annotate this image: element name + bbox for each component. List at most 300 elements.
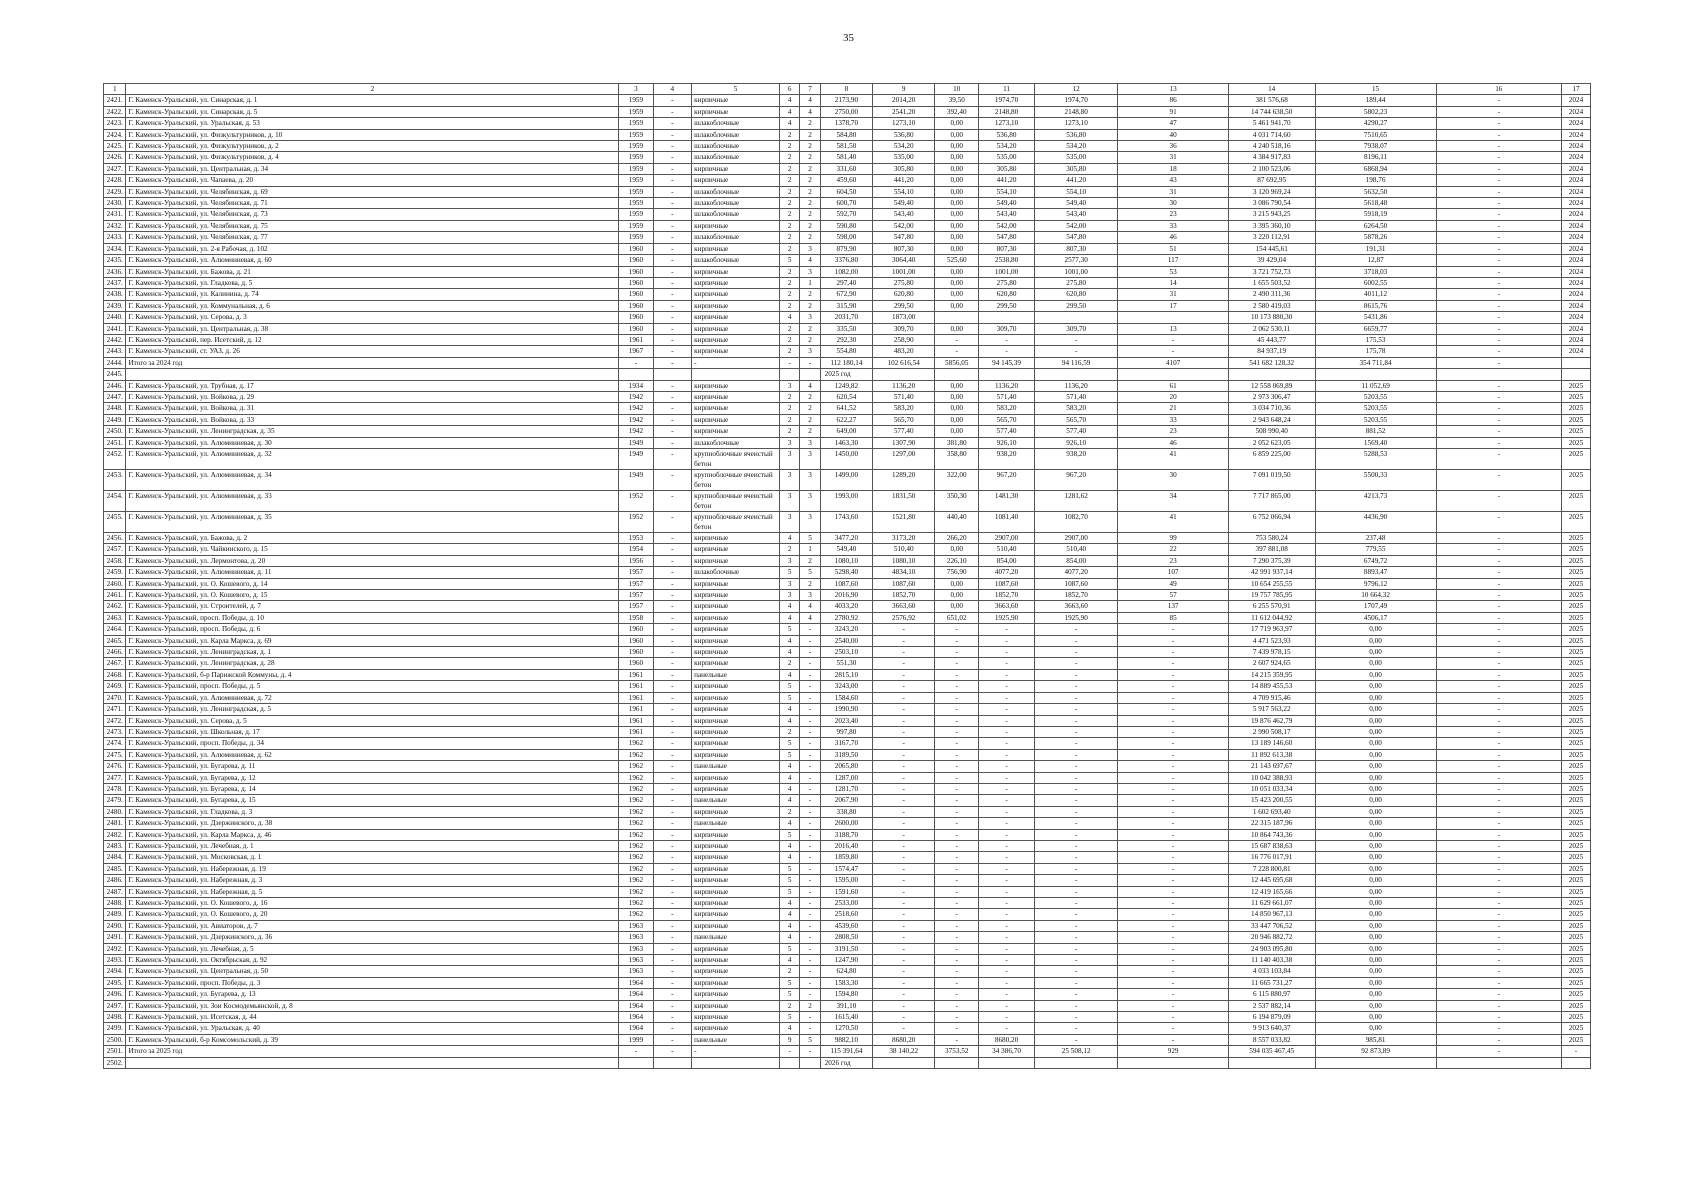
housing-repair-table [103, 83, 1591, 1069]
table-cell: 1962 [619, 840, 653, 851]
table-cell: 1960 [619, 277, 653, 288]
table-cell: 2024 [1561, 334, 1590, 345]
table-cell: кирпичные [692, 380, 780, 391]
table-cell: - [653, 555, 692, 566]
table-cell: - [1034, 635, 1118, 646]
table-cell: Г. Каменск-Уральский, ул. О. Кошевого, д. 20 [126, 909, 619, 920]
table-cell: - [653, 806, 692, 817]
table-cell: кирпичные [692, 898, 780, 909]
table-cell: 2458. [104, 555, 126, 566]
table-cell: 1136,20 [1034, 380, 1118, 391]
table-cell: кирпичные [692, 806, 780, 817]
table-cell: 8680,20 [873, 1034, 935, 1045]
table-cell: - [1436, 129, 1561, 140]
table-cell: 2459. [104, 567, 126, 578]
table-cell: 4 [779, 761, 799, 772]
table-cell: 358,80 [935, 449, 979, 470]
table-cell: 581,40 [820, 152, 872, 163]
table-cell: 2025 [1561, 512, 1590, 533]
table-row [104, 255, 1591, 266]
table-cell [692, 1057, 780, 1068]
table-cell: - [873, 989, 935, 1000]
table-cell: кирпичные [692, 943, 780, 954]
table-cell: - [653, 601, 692, 612]
table-cell: 1001,00 [979, 266, 1035, 277]
table-cell: Г. Каменск-Уральский, ул. О. Кошевого, д. 14 [126, 578, 619, 589]
table-cell: Г. Каменск-Уральский, ул. 2-я Рабочая, д. 102 [126, 243, 619, 254]
table-cell: 22 [1118, 544, 1228, 555]
table-cell: 5 [779, 738, 799, 749]
table-cell: - [1034, 989, 1118, 1000]
table-cell: - [1034, 955, 1118, 966]
table-cell: 5 [800, 567, 820, 578]
table-row [104, 567, 1591, 578]
table-cell: 7510,65 [1315, 129, 1436, 140]
table-cell: 237,48 [1315, 533, 1436, 544]
table-cell: 929 [1118, 1046, 1228, 1057]
table-cell: 309,70 [873, 323, 935, 334]
table-cell: 22 315 187,96 [1228, 818, 1315, 829]
table-cell: - [1034, 715, 1118, 726]
table-cell: - [935, 898, 979, 909]
table-cell: - [873, 852, 935, 863]
table-cell: 1743,60 [820, 512, 872, 533]
table-cell: 275,80 [873, 277, 935, 288]
table-cell: 1960 [619, 289, 653, 300]
table-cell: - [979, 1023, 1035, 1034]
table-cell: 1964 [619, 1000, 653, 1011]
table-cell: 571,40 [873, 391, 935, 402]
table-cell: 107 [1118, 567, 1228, 578]
table-cell: - [873, 795, 935, 806]
table-cell: кирпичные [692, 829, 780, 840]
table-cell: - [935, 852, 979, 863]
table-cell: 4 240 518,16 [1228, 141, 1315, 152]
table-cell: 1281,62 [1034, 491, 1118, 512]
table-cell: - [653, 243, 692, 254]
table-cell: 137 [1118, 601, 1228, 612]
table-cell: - [1436, 277, 1561, 288]
table-cell: кирпичные [692, 658, 780, 669]
table-cell: 2 [779, 141, 799, 152]
table-cell: 5 917 563,22 [1228, 704, 1315, 715]
table-cell: - [1034, 966, 1118, 977]
table-cell: - [1436, 470, 1561, 491]
table-cell: 2025 [1561, 1000, 1590, 1011]
table-cell: 258,90 [873, 334, 935, 345]
table-cell: Г. Каменск-Уральский, ул. Алюминиевая, д. 35 [126, 512, 619, 533]
table-cell [1436, 369, 1561, 380]
table-cell: 879,90 [820, 243, 872, 254]
table-cell: 440,40 [935, 512, 979, 533]
table-cell: 2025 [1561, 470, 1590, 491]
table-cell: 2025 [1561, 658, 1590, 669]
table-cell: 4 [800, 95, 820, 106]
table-cell: 5298,40 [820, 567, 872, 578]
table-cell: 5 [779, 681, 799, 692]
table-row [104, 612, 1591, 623]
table-row [104, 163, 1591, 174]
table-cell: 17 [1118, 300, 1228, 311]
table-cell: - [1118, 624, 1228, 635]
table-cell: - [653, 863, 692, 874]
table-cell: 3718,03 [1315, 266, 1436, 277]
table-cell: 4 [779, 612, 799, 623]
table-cell: - [1436, 647, 1561, 658]
table-cell: - [1034, 692, 1118, 703]
table-cell: 1963 [619, 943, 653, 954]
table-cell: - [979, 875, 1035, 886]
table-cell: - [935, 1023, 979, 1034]
table-cell: 4 [779, 1023, 799, 1034]
table-cell: - [1436, 255, 1561, 266]
table-cell: кирпичные [692, 624, 780, 635]
table-cell: - [873, 738, 935, 749]
table-cell: - [1436, 289, 1561, 300]
table-cell: - [653, 470, 692, 491]
table-cell: 10 664,32 [1315, 590, 1436, 601]
table-cell: 4077,20 [1034, 567, 1118, 578]
table-cell: 0,00 [1315, 783, 1436, 794]
table-cell: 23 [1118, 555, 1228, 566]
table-cell: 2 [779, 152, 799, 163]
table-row [104, 323, 1591, 334]
table-cell: 0,00 [1315, 852, 1436, 863]
table-cell: - [935, 738, 979, 749]
table-cell [1561, 357, 1590, 368]
table-row [104, 491, 1591, 512]
table-cell: 4 [779, 920, 799, 931]
table-cell: 4 [779, 932, 799, 943]
table-cell: 4 [800, 106, 820, 117]
table-cell: 57 [1118, 590, 1228, 601]
table-cell: панельные [692, 932, 780, 943]
table-cell: 2 [779, 289, 799, 300]
table-cell: 2480. [104, 806, 126, 817]
table-cell: - [935, 989, 979, 1000]
column-number: 11 [979, 84, 1035, 95]
table-cell: - [653, 544, 692, 555]
table-cell: - [800, 692, 820, 703]
table-cell: кирпичные [692, 601, 780, 612]
table-row [104, 1057, 1591, 1068]
table-cell: 5802,23 [1315, 106, 1436, 117]
table-cell: 2024 [1561, 198, 1590, 209]
table-cell: кирпичные [692, 312, 780, 323]
table-cell: 1962 [619, 795, 653, 806]
table-cell: 0,00 [1315, 1023, 1436, 1034]
table-row [104, 1000, 1591, 1011]
table-row [104, 624, 1591, 635]
table-cell: 2435. [104, 255, 126, 266]
table-cell: 12 558 069,89 [1228, 380, 1315, 391]
table-cell: - [979, 943, 1035, 954]
table-cell: 99 [1118, 533, 1228, 544]
table-cell: 807,30 [979, 243, 1035, 254]
table-cell: 2577,30 [1034, 255, 1118, 266]
page-number: 35 [843, 32, 854, 44]
table-cell: кирпичные [692, 875, 780, 886]
table-cell: Г. Каменск-Уральский, ул. Центральная, д. 38 [126, 323, 619, 334]
table-cell: 0,00 [935, 266, 979, 277]
table-cell: панельные [692, 818, 780, 829]
table-cell: Г. Каменск-Уральский, ул. Алюминиевая, д. 60 [126, 255, 619, 266]
table-cell [1561, 1057, 1590, 1068]
table-cell: 8615,76 [1315, 300, 1436, 311]
table-cell: - [1118, 647, 1228, 658]
table-cell: - [1436, 898, 1561, 909]
table-cell: 3753,52 [935, 1046, 979, 1057]
table-cell: кирпичные [692, 692, 780, 703]
table-cell: - [1118, 334, 1228, 345]
table-cell: 43 [1118, 175, 1228, 186]
table-cell: - [653, 380, 692, 391]
table-cell: 2497. [104, 1000, 126, 1011]
table-cell: - [979, 829, 1035, 840]
table-cell: 1001,00 [873, 266, 935, 277]
table-cell [619, 369, 653, 380]
table-row [104, 875, 1591, 886]
table-cell: - [873, 966, 935, 977]
table-cell: 94 116,59 [1034, 357, 1118, 368]
table-cell: - [935, 761, 979, 772]
table-cell: - [653, 312, 692, 323]
table-cell: 11 052,69 [1315, 380, 1436, 391]
table-cell: - [979, 1000, 1035, 1011]
table-cell: - [1436, 840, 1561, 851]
table-cell: - [1436, 977, 1561, 988]
table-cell: Г. Каменск-Уральский, просп. Победы, д. 3 [126, 977, 619, 988]
table-row [104, 391, 1591, 402]
table-row [104, 898, 1591, 909]
table-cell: - [800, 818, 820, 829]
table-cell: - [935, 977, 979, 988]
table-cell: кирпичные [692, 738, 780, 749]
table-cell: - [1436, 601, 1561, 612]
table-cell: - [1118, 966, 1228, 977]
table-cell: 2476. [104, 761, 126, 772]
table-cell: шлакоблочные [692, 198, 780, 209]
table-cell: 1949 [619, 470, 653, 491]
table-cell: 0,00 [935, 277, 979, 288]
table-cell: - [979, 852, 1035, 863]
table-cell: - [935, 647, 979, 658]
table-cell: - [1034, 726, 1118, 737]
table-cell: 2443. [104, 346, 126, 357]
table-cell: 2498. [104, 1012, 126, 1023]
table-cell: 7 228 800,81 [1228, 863, 1315, 874]
table-cell: 0,00 [1315, 875, 1436, 886]
table-cell: кирпичные [692, 533, 780, 544]
table-cell: 13 189 146,60 [1228, 738, 1315, 749]
table-cell: 2495. [104, 977, 126, 988]
table-cell: 2502. [104, 1057, 126, 1068]
column-number: 9 [873, 84, 935, 95]
table-cell: - [935, 818, 979, 829]
table-cell: 381,80 [935, 437, 979, 448]
table-cell: 0,00 [935, 323, 979, 334]
table-cell: 2024 [1561, 300, 1590, 311]
table-cell: 6749,72 [1315, 555, 1436, 566]
table-cell: 3376,80 [820, 255, 872, 266]
table-cell: 5 [779, 829, 799, 840]
table-row [104, 795, 1591, 806]
table-cell: 1964 [619, 989, 653, 1000]
table-cell: Г. Каменск-Уральский, ул. Алюминиевая, д. 62 [126, 749, 619, 760]
table-cell: - [653, 624, 692, 635]
table-cell: 2025 [1561, 909, 1590, 920]
table-cell: - [1034, 334, 1118, 345]
table-cell: 2 [779, 806, 799, 817]
table-row [104, 414, 1591, 425]
table-cell: 2428. [104, 175, 126, 186]
table-cell: 33 [1118, 220, 1228, 231]
table-cell: 0,00 [935, 209, 979, 220]
table-cell: - [1436, 989, 1561, 1000]
table-cell: Г. Каменск-Уральский, просп. Победы, д. 5 [126, 681, 619, 692]
table-cell: - [935, 704, 979, 715]
table-cell: кирпичные [692, 749, 780, 760]
table-cell: 2025 [1561, 624, 1590, 635]
table-row [104, 806, 1591, 817]
table-cell: 2491. [104, 932, 126, 943]
table-cell: - [653, 1023, 692, 1034]
table-cell: 4539,60 [820, 920, 872, 931]
table-cell: - [1436, 357, 1561, 368]
table-cell: - [1034, 886, 1118, 897]
table-cell: - [653, 977, 692, 988]
table-cell: - [800, 875, 820, 886]
table-cell: 5500,33 [1315, 470, 1436, 491]
table-cell: 0,00 [1315, 749, 1436, 760]
table-cell: - [1436, 761, 1561, 772]
table-cell [653, 1057, 692, 1068]
table-cell: - [653, 175, 692, 186]
table-cell: 115 391,64 [820, 1046, 872, 1057]
table-cell [873, 1057, 935, 1068]
table-row [104, 300, 1591, 311]
table-cell: Г. Каменск-Уральский, ул. Центральная, д. 34 [126, 163, 619, 174]
table-cell: 0,00 [1315, 726, 1436, 737]
table-cell: - [800, 898, 820, 909]
table-cell: - [873, 1012, 935, 1023]
table-cell: - [800, 829, 820, 840]
table-cell: - [800, 1012, 820, 1023]
table-cell: 1249,82 [820, 380, 872, 391]
table-cell: - [653, 783, 692, 794]
table-cell: 1960 [619, 300, 653, 311]
table-cell: 622,27 [820, 414, 872, 425]
table-cell: 1967 [619, 346, 653, 357]
table-cell: 3 [800, 512, 820, 533]
table-cell: Г. Каменск-Уральский, ул. Челябинская, д. 77 [126, 232, 619, 243]
table-cell: 381 576,68 [1228, 95, 1315, 106]
table-cell: 1993,00 [820, 491, 872, 512]
table-cell: кирпичные [692, 955, 780, 966]
table-cell: - [1436, 1012, 1561, 1023]
table-cell: 2 580 419,03 [1228, 300, 1315, 311]
table-cell: 551,30 [820, 658, 872, 669]
table-cell: крупноблочные ячеистый бетон [692, 491, 780, 512]
table-cell: 2493. [104, 955, 126, 966]
table-cell: 1289,20 [873, 470, 935, 491]
table-cell: 577,40 [873, 426, 935, 437]
table-row [104, 346, 1591, 357]
table-cell: 2025 [1561, 544, 1590, 555]
table-cell: 5 [779, 255, 799, 266]
table-cell: 1450,00 [820, 449, 872, 470]
table-cell: 4033,20 [820, 601, 872, 612]
table-cell: 1954 [619, 544, 653, 555]
table-cell: - [979, 977, 1035, 988]
table-cell: - [1034, 932, 1118, 943]
table-cell: 2482. [104, 829, 126, 840]
table-cell: 1873,00 [873, 312, 935, 323]
table-cell: Г. Каменск-Уральский, ул. Физкультурников, д. 2 [126, 141, 619, 152]
table-cell: 2426. [104, 152, 126, 163]
table-cell: 508 990,40 [1228, 426, 1315, 437]
table-cell: - [800, 357, 820, 368]
table-cell: кирпичные [692, 909, 780, 920]
table-cell: 1961 [619, 681, 653, 692]
table-cell: - [653, 692, 692, 703]
table-cell: 1957 [619, 567, 653, 578]
table-cell: 3243,20 [820, 624, 872, 635]
table-cell: 2025 [1561, 989, 1590, 1000]
table-cell: 0,00 [935, 578, 979, 589]
table-cell: 31 [1118, 289, 1228, 300]
table-cell: 3064,40 [873, 255, 935, 266]
table-cell: 0,00 [935, 289, 979, 300]
table-cell: 565,70 [1034, 414, 1118, 425]
table-row [104, 966, 1591, 977]
table-cell: 2025 [1561, 783, 1590, 794]
table-cell: - [1436, 312, 1561, 323]
table-cell: панельные [692, 761, 780, 772]
table-cell: 0,00 [1315, 647, 1436, 658]
table-cell: кирпичные [692, 1023, 780, 1034]
table-row [104, 334, 1591, 345]
table-cell: 6 752 066,94 [1228, 512, 1315, 533]
table-cell: - [979, 715, 1035, 726]
table-cell: 2481. [104, 818, 126, 829]
table-cell: 2500. [104, 1034, 126, 1045]
table-cell: 2024 [1561, 289, 1590, 300]
table-cell: 4506,17 [1315, 612, 1436, 623]
table-cell: 4 [800, 612, 820, 623]
table-cell: 5 [779, 943, 799, 954]
table-cell: 0,00 [935, 426, 979, 437]
table-cell: 1964 [619, 1012, 653, 1023]
table-cell: 1001,00 [1034, 266, 1118, 277]
table-cell: 1949 [619, 437, 653, 448]
table-cell: - [1436, 437, 1561, 448]
table-cell: - [1436, 163, 1561, 174]
table-cell: 1960 [619, 624, 653, 635]
table-cell: 15 423 200,55 [1228, 795, 1315, 806]
table-cell: 5 [779, 886, 799, 897]
table-cell: 2024 [1561, 118, 1590, 129]
table-cell: Г. Каменск-Уральский, ул. Коммунальная, д. 6 [126, 300, 619, 311]
table-cell: - [1436, 943, 1561, 954]
table-cell: 4834,10 [873, 567, 935, 578]
table-cell: 2496. [104, 989, 126, 1000]
table-cell: 14 [1118, 277, 1228, 288]
table-cell: 2024 [1561, 232, 1590, 243]
table-cell [126, 1057, 619, 1068]
table-cell: Г. Каменск-Уральский, ул. Бажова, д. 21 [126, 266, 619, 277]
table-cell: Г. Каменск-Уральский, ул. Дзержинского, д. 38 [126, 818, 619, 829]
